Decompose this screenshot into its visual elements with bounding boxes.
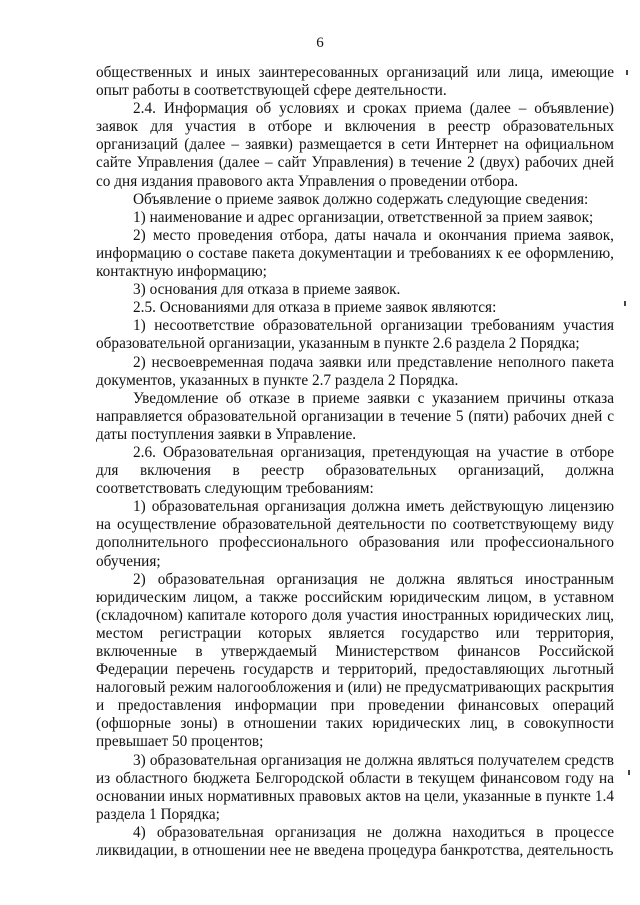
scan-mark-middle	[624, 301, 626, 306]
requirement-not-funded: 3) образовательная организация не должна являться получателем средств из областного бюджета Белгородской области в текущем финансовом году на основании иных нормативных правовых актов на цели, указанные в пункте 1.4 раздела 1 Порядка;	[96, 751, 614, 823]
page-number: 6	[316, 35, 324, 51]
paragraph-refusal-notice: Уведомление об отказе в приеме заявки с указанием причины отказа направляется образовательной организации в течение 5 (пяти) рабочих дней с даты поступления заявки в Управление.	[96, 389, 614, 443]
list-item-nonconformity: 1) несоответствие образовательной организации требованиям участия образовательной организации, указанным в пункте 2.6 раздела 2 Порядка;	[96, 317, 614, 353]
document-body	[96, 64, 614, 860]
paragraph-2-5: 2.5. Основаниями для отказа в приеме заявок являются:	[133, 299, 497, 317]
paragraph-2-6: 2.6. Образовательная организация, претендующая на участие в отборе для включения в реестр образовательных организаций, должна соответствовать следующим требованиям:	[96, 443, 614, 498]
scan-mark-bottom	[628, 770, 630, 775]
paragraph-2-4: 2.4. Информация об условиях и сроках приема (далее – объявление) заявок для участия в отборе и включения в реестр образовательных организаций (далее – заявки) размещается в сети Интернет на официальном сайте Управления (далее – сайт Управления) в течение 2 (двух) рабочих дней со дня издания правового акта Управления о проведении отбора.	[96, 100, 614, 190]
paragraph-continuation: общественных и иных заинтересованных организаций или лица, имеющие опыт работы в соответствующей сфере деятельности.	[96, 64, 614, 100]
scan-mark-top	[626, 70, 628, 75]
list-item-late-submission: 2) несвоевременная подача заявки или представление неполного пакета документов, указанных в пункте 2.7 раздела 2 Порядка.	[96, 353, 614, 389]
list-item-refusal-grounds: 3) основания для отказа в приеме заявок.	[133, 281, 401, 299]
requirement-license: 1) образовательная организация должна иметь действующую лицензию на осуществление образовательной деятельности по соответствующему виду дополнительного профессионального образования или профессионального обучения;	[96, 498, 614, 570]
requirement-not-foreign: 2) образовательная организация не должна являться иностранным юридическим лицом, а также российским юридическим лицом, в уставном (складочном) капитале которого доля участия иностранных юридических лиц, местом регистрации которых является государство или территория, включенные в утверждаемый Министерством финансов Российской Федерации перечень государств и территорий, предоставляющих льготный налоговый режим налогообложения и (или) не предусматривающих раскрытия и предоставления информации при проведении финансовых операций (офшорные зоны) в отношении таких юридических лиц, в совокупности превышает 50 процентов;	[96, 570, 614, 751]
requirement-not-liquidated: 4) образовательная организация не должна находиться в процессе ликвидации, в отношении нее не введена процедура банкротства, деятельность	[96, 823, 614, 860]
list-item-selection-place: 2) место проведения отбора, даты начала и окончания приема заявок, информацию о составе пакета документации и требованиях к ее оформлению, контактную информацию;	[96, 226, 614, 281]
paragraph-announcement-intro: Объявление о приеме заявок должно содержать следующие сведения:	[133, 190, 589, 208]
list-item-organization-name: 1) наименование и адрес организации, ответственной за прием заявок;	[133, 208, 594, 226]
